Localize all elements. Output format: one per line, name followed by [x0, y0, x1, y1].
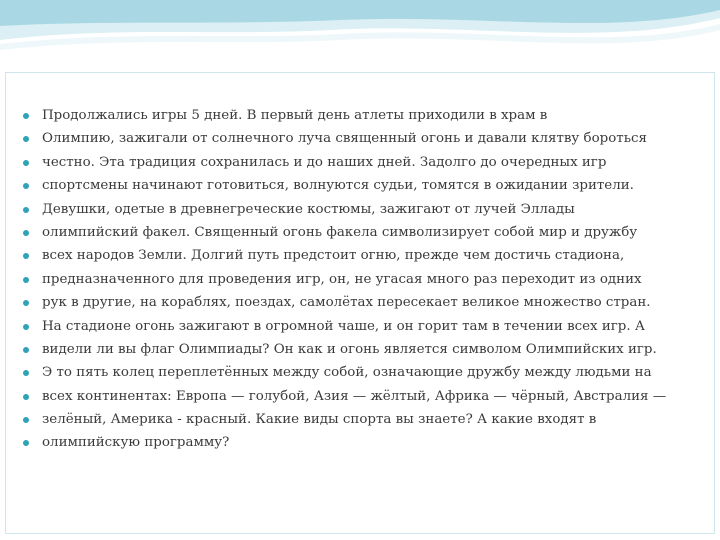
- bullet-icon: [23, 183, 29, 189]
- bullet-text: предназначенного для проведения игр, он, не угасая много раз переходит из одних: [42, 271, 642, 287]
- bullet-line: [20, 151, 710, 174]
- bullet-icon: [23, 324, 29, 330]
- bullet-icon: [23, 300, 29, 306]
- bullet-icon: [23, 394, 29, 400]
- wave-header-decoration: [0, 0, 720, 80]
- bullet-text: всех континентах: Европа — голубой, Азия — жёлтый, Африка — чёрный, Австралия —: [42, 388, 667, 404]
- bullet-icon: [23, 440, 29, 446]
- bullet-text: честно. Эта традиция сохранилась и до наших дней. Задолго до очередных игр: [42, 154, 607, 170]
- bullet-icon: [23, 347, 29, 353]
- bullet-text: зелёный, Америка - красный. Какие виды спорта вы знаете? А какие входят в: [42, 412, 597, 428]
- bullet-icon: [23, 136, 29, 142]
- bullet-line: [20, 104, 710, 127]
- bullet-text: всех народов Земли. Долгий путь предстоит огню, прежде чем достичь стадиона,: [42, 248, 625, 264]
- bullet-line: [20, 361, 710, 384]
- bullet-text: Продолжались игры 5 дней. В первый день атлеты приходили в храм в: [42, 108, 548, 123]
- bullet-line: [20, 174, 710, 197]
- slide-text-body: [20, 104, 710, 455]
- bullet-line: [20, 291, 710, 314]
- bullet-text: Э то пять колец переплетённых между собой, означающие дружбу между людьми на: [42, 365, 652, 381]
- bullet-icon: [23, 207, 29, 213]
- bullet-icon: [23, 370, 29, 376]
- bullet-icon: [23, 113, 29, 119]
- bullet-line: [20, 408, 710, 431]
- bullet-line: [20, 198, 710, 221]
- bullet-line: [20, 431, 710, 454]
- bullet-text: спортсмены начинают готовиться, волнуются судьи, томятся в ожидании зрители.: [42, 178, 634, 194]
- bullet-line: [20, 338, 710, 361]
- bullet-text: Девушки, одетые в древнегреческие костюмы, зажигают от лучей Эллады: [42, 201, 575, 217]
- bullet-line: [20, 268, 710, 291]
- bullet-line: [20, 127, 710, 150]
- bullet-text: На стадионе огонь зажигают в огромной чаше, и он горит там в течении всех игр. А: [42, 318, 646, 334]
- bullet-icon: [23, 277, 29, 283]
- bullet-icon: [23, 417, 29, 423]
- bullet-line: [20, 244, 710, 267]
- bullet-text: рук в другие, на кораблях, поездах, самолётах пересекает великое множество стран.: [42, 295, 651, 311]
- bullet-line: [20, 385, 710, 408]
- bullet-text: олимпийский факел. Священный огонь факела символизирует собой мир и дружбу: [42, 224, 638, 240]
- bullet-text: Олимпию, зажигали от солнечного луча священный огонь и давали клятву бороться: [42, 131, 647, 147]
- bullet-icon: [23, 160, 29, 166]
- bullet-line: [20, 315, 710, 338]
- bullet-line: [20, 221, 710, 244]
- bullet-icon: [23, 253, 29, 259]
- bullet-text: видели ли вы флаг Олимпиады? Он как и огонь является символом Олимпийских игр.: [42, 341, 657, 357]
- bullet-text: олимпийскую программу?: [42, 435, 230, 451]
- bullet-icon: [23, 230, 29, 236]
